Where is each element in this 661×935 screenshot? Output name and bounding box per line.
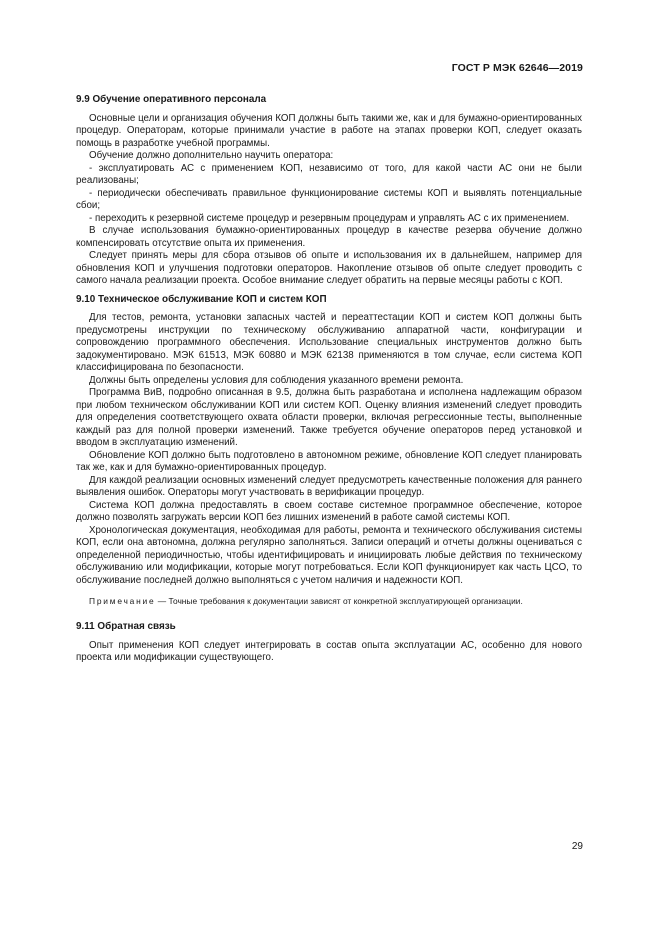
section-9-10-title: 9.10 Техническое обслуживание КОП и систем КОП bbox=[76, 293, 327, 305]
paragraph: Программа ВиВ, подробно описанная в 9.5, должна быть разработана и исполнена надлежащим образом при любом техническом обслуживании КОП или систем КОП. Оценку влияния изменений следует проводить для определения соответствующего охвата области проверки, включая регрессионные тесты, выполненные каждый раз для полной проверки изменений. Также требуется обучение операторов перед установкой и вводом в эксплуатацию изменений. bbox=[76, 387, 582, 448]
page-number: 29 bbox=[571, 841, 583, 852]
paragraph: В случае использования бумажно-ориентированных процедур в качестве резерва обучение должно компенсировать отсутствие опыта их применения. bbox=[76, 225, 582, 249]
paragraph: Для тестов, ремонта, установки запасных частей и переаттестации КОП и систем КОП должны быть предусмотрены инструкции по техническому обслуживанию аппаратной части, конфигурации и сопровождению программного обеспечения. Использование специальных инструментов должно быть задокументировано. МЭК 61513, МЭК 60880 и МЭК 62138 применяются в том случае, если система КОП классифицирована по безопасности. bbox=[76, 312, 582, 373]
note bbox=[76, 596, 582, 607]
note-text: — Точные требования к документации зависят от конкретной эксплуатирующей организации. bbox=[155, 596, 523, 606]
paragraph: Обновление КОП должно быть подготовлено в автономном режиме, обновление КОП следует планировать так же, как и для бумажно-ориентированных процедур. bbox=[76, 449, 582, 473]
list-item: - периодически обеспечивать правильное функционирование системы КОП и выявлять потенциальные сбои; bbox=[76, 187, 582, 211]
document-body bbox=[76, 94, 582, 665]
note-label: Примечание bbox=[89, 596, 156, 606]
section-9-9-title: 9.9 Обучение оперативного персонала bbox=[76, 94, 267, 105]
standard-header: ГОСТ Р МЭК 62646—2019 bbox=[451, 62, 583, 74]
paragraph: Обучение должно дополнительно научить оператора: bbox=[89, 150, 334, 161]
list-item: - эксплуатировать АС с применением КОП, независимо от того, для какой части АС они не были реализованы; bbox=[76, 162, 582, 186]
paragraph: Основные цели и организация обучения КОП должны быть такими же, как и для бумажно-ориентированных процедур. Операторам, которые принимали участие в работе на этапах проверки КОП, следует оказать помощь в разработке учебной программы. bbox=[76, 112, 582, 149]
paragraph: Опыт применения КОП следует интегрировать в состав опыта эксплуатации АС, особенно для нового проекта или модификации существующего. bbox=[76, 639, 582, 663]
paragraph: Система КОП должна предоставлять в своем составе системное программное обеспечение, которое должно позволять загружать версии КОП без лишних изменений в работе самой системы КОП. bbox=[76, 499, 582, 523]
paragraph: Хронологическая документация, необходимая для работы, ремонта и технического обслуживания системы КОП, если она автономна, должна регулярно заполняться. Записи операций и отчеты должны оцениваться с определенной периодичностью, чтобы идентифицировать и инициировать любые действия по техническому обслуживанию или модификации, которые могут потребоваться. Если КОП функционирует как часть ЦСО, то обслуживание последней должно выполняться с учетом наличия и надежности КОП. bbox=[76, 524, 582, 586]
section-9-11-title: 9.11 Обратная связь bbox=[76, 621, 176, 632]
list-item: - переходить к резервной системе процедур и резервным процедурам и управлять АС с их применением. bbox=[89, 212, 570, 224]
paragraph: Должны быть определены условия для соблюдения указанного времени ремонта. bbox=[89, 374, 464, 386]
paragraph: Следует принять меры для сбора отзывов об опыте и использования их в дальнейшем, например для обновления КОП и улучшения подготовки операторов. Накопление отзывов об опыте следует проводить с самого начала реализации проекта. Особое внимание следует обратить на первые месяцы работы с КОП. bbox=[76, 250, 582, 286]
paragraph: Для каждой реализации основных изменений следует предусмотреть качественные положения для раннего выявления ошибок. Операторы могут участвовать в верификации процедур. bbox=[76, 474, 582, 498]
